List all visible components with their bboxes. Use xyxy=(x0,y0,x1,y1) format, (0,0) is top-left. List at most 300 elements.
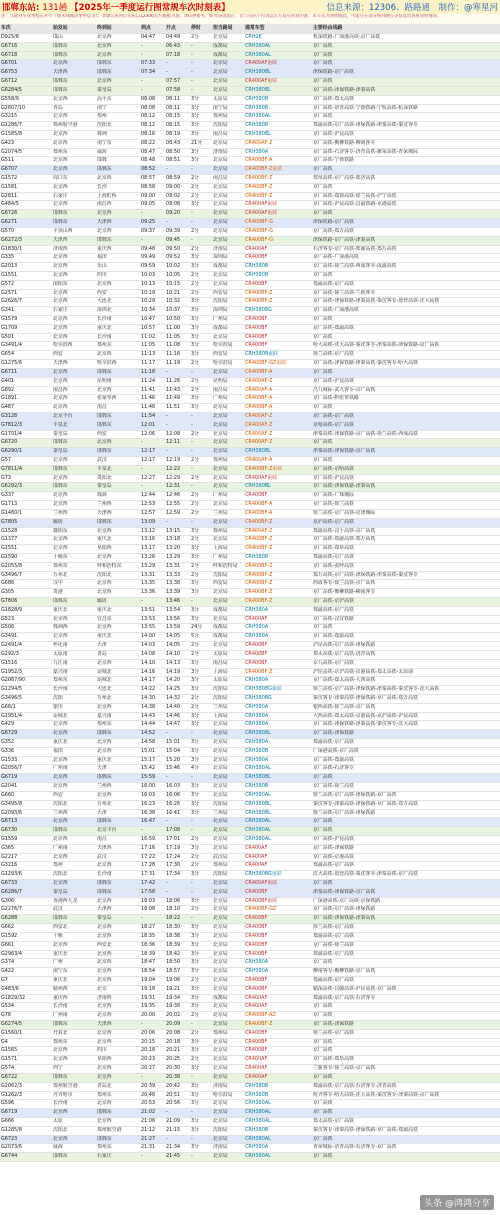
arrival-time: 19:04 xyxy=(140,976,165,985)
arrival-time: 12:53 xyxy=(140,501,165,510)
train-number: G1829/32 xyxy=(0,994,52,1003)
stop-duration: 2分 xyxy=(190,509,212,518)
route-lines: 京广高铁-徐兰高铁 xyxy=(312,501,500,510)
notice-text: 注：立即分车次单程日开行（周末线或淡季停运等）；②建议查询后实际以12306官方数据为准；③仅供参考，如有误请指正，若与实际不符请以官方发布时刻为准；本车次为途经线次，可能存在部分终到晚点等信息请查看说明情况。 xyxy=(0,14,500,24)
stop-duration: 3分 xyxy=(190,721,212,730)
arrival-time: 04:47 xyxy=(140,34,165,43)
route-lines: 京广高铁-黔张常铁路 xyxy=(312,395,500,404)
operating-bureau: 北京局 xyxy=(212,1117,244,1126)
departure-time: - xyxy=(165,880,190,889)
terminal-station: 北京西 xyxy=(96,351,140,360)
origin-station: 北京西 xyxy=(52,492,96,501)
operating-bureau: 北京局 xyxy=(212,483,244,492)
train-number: G6718 xyxy=(0,51,52,60)
operating-bureau: 北京局 xyxy=(212,589,244,598)
route-lines: 京广高铁 xyxy=(312,818,500,827)
stop-duration: 2分 xyxy=(190,1012,212,1021)
train-model: CRH380A xyxy=(244,712,312,721)
terminal-station: 邯郸 xyxy=(96,157,140,166)
origin-station: 开封北 xyxy=(52,1029,96,1038)
stop-duration: 2分 xyxy=(190,562,212,571)
terminal-station: 北京西 xyxy=(96,624,140,633)
train-model: CR400BF-Z xyxy=(244,298,312,307)
departure-time: 20:42 xyxy=(165,1082,190,1091)
table-row xyxy=(0,271,500,280)
stop-duration: 3分 xyxy=(190,113,212,122)
stop-duration: 4分 xyxy=(190,765,212,774)
departure-time: 17:01 xyxy=(165,835,190,844)
stop-duration: 3分 xyxy=(190,756,212,765)
departure-time: 20:08 xyxy=(165,1029,190,1038)
terminal-station: 株洲 xyxy=(96,130,140,139)
train-number: G1709 xyxy=(0,324,52,333)
route-lines: 京沪高铁-京广高铁 xyxy=(312,518,500,527)
train-number: G523 xyxy=(0,615,52,624)
route-lines: 郑渝高铁-京广高铁-石济客专 xyxy=(312,994,500,1003)
stop-duration: 3分 xyxy=(190,553,212,562)
train-number: G574 xyxy=(0,1065,52,1074)
arrival-time: 15:01 xyxy=(140,747,165,756)
train-model: CR400BF-GZ xyxy=(244,906,312,915)
terminal-station: 廊坊 xyxy=(96,598,140,607)
operating-bureau: 北京局 xyxy=(212,1065,244,1074)
departure-time: 10:15 xyxy=(165,280,190,289)
route-lines: 京广高铁-沪昆高铁 xyxy=(312,835,500,844)
operating-bureau: 西安局 xyxy=(212,580,244,589)
terminal-station: 沈阳北 xyxy=(96,122,140,131)
stop-duration: - xyxy=(190,1153,212,1162)
train-model: CR400BF-Z xyxy=(244,518,312,527)
operating-bureau: 北京局 xyxy=(212,412,244,421)
train-number: G1285/8 xyxy=(0,1126,52,1135)
operating-bureau: 济南局 xyxy=(212,148,244,157)
arrival-time: 10:13 xyxy=(140,280,165,289)
stop-duration: - xyxy=(190,915,212,924)
departure-time: 12:29 xyxy=(165,474,190,483)
stop-duration: 3分 xyxy=(190,924,212,933)
terminal-station: 邯郸东 xyxy=(96,368,140,377)
route-lines: 京广高铁-郑渝高铁 xyxy=(312,756,500,765)
origin-station: 长沙南 xyxy=(52,1003,96,1012)
route-lines: 京广高铁-宁蓉铁路 xyxy=(312,157,500,166)
terminal-station: 四川 xyxy=(96,1047,140,1056)
origin-station: 郑州东 xyxy=(52,1038,96,1047)
departure-time: 11:49 xyxy=(165,395,190,404)
origin-station: 秦皇岛 xyxy=(52,430,96,439)
train-number: G1590 xyxy=(0,553,52,562)
stop-duration: 3分 xyxy=(190,1091,212,1100)
train-model: CR400BF-Z xyxy=(244,668,312,677)
stop-duration: - xyxy=(190,51,212,60)
table-row xyxy=(0,1073,500,1082)
train-model: CR400BF xyxy=(244,941,312,950)
route-lines: 郑渝高铁-京广高铁 xyxy=(312,976,500,985)
departure-time: 21:15 xyxy=(165,1126,190,1135)
table-row xyxy=(0,1100,500,1109)
table-row xyxy=(0,827,500,836)
operating-bureau: 北京局 xyxy=(212,598,244,607)
operating-bureau: 广州局 xyxy=(212,395,244,404)
origin-station: 邯郸东 xyxy=(52,51,96,60)
terminal-station: 呼和浩特东 xyxy=(96,562,140,571)
column-header: 担当路局 xyxy=(212,24,244,34)
stop-duration: 2分 xyxy=(190,430,212,439)
route-lines: 徐兰高铁-京广高铁 xyxy=(312,351,500,360)
origin-station: 沈阳北 xyxy=(52,1126,96,1135)
stop-duration: 2分 xyxy=(190,280,212,289)
origin-station: 南阳东 xyxy=(52,280,96,289)
route-lines: 郑太高铁-京广高铁 xyxy=(312,1117,500,1126)
terminal-station: 大连北 xyxy=(96,686,140,695)
origin-station: 九江南 xyxy=(52,659,96,668)
operating-bureau: 北京局 xyxy=(212,192,244,201)
table-row xyxy=(0,959,500,968)
departure-time: 18:22 xyxy=(165,915,190,924)
departure-time: 13:29 xyxy=(165,553,190,562)
terminal-station: 嘉兴南 xyxy=(96,712,140,721)
origin-station: 邯郸东 xyxy=(52,483,96,492)
departure-time: 15:46 xyxy=(165,765,190,774)
stop-duration: 2分 xyxy=(190,694,212,703)
arrival-time: 17:31 xyxy=(140,871,165,880)
origin-station: 北京西 xyxy=(52,853,96,862)
train-model: CR400BF xyxy=(244,915,312,924)
origin-station: 北京西 xyxy=(52,1056,96,1065)
departure-time: 18:06 xyxy=(165,897,190,906)
departure-time: 10:05 xyxy=(165,271,190,280)
train-number: G1565 xyxy=(0,1047,52,1056)
departure-time: 21:34 xyxy=(165,1144,190,1153)
origin-station: 北京西 xyxy=(52,368,96,377)
table-row xyxy=(0,333,500,342)
operating-bureau: 北京局 xyxy=(212,906,244,915)
train-model: CR400BF-Z xyxy=(244,536,312,545)
arrival-time: 16:23 xyxy=(140,800,165,809)
origin-station: 平泉北 xyxy=(52,421,96,430)
departure-time: 08:11 xyxy=(165,104,190,113)
train-number: G1286/7 xyxy=(0,122,52,131)
operating-bureau: 北京局 xyxy=(212,78,244,87)
origin-station: 北京西 xyxy=(52,501,96,510)
table-row xyxy=(0,430,500,439)
origin-station: 北京丰台 xyxy=(52,412,96,421)
arrival-time: - xyxy=(140,1153,165,1162)
departure-time: 12:22 xyxy=(165,465,190,474)
arrival-time: 07:33 xyxy=(140,60,165,69)
departure-time: 04:49 xyxy=(165,34,190,43)
train-number: G596 xyxy=(0,1100,52,1109)
origin-station: 北京西 xyxy=(52,113,96,122)
table-row xyxy=(0,774,500,783)
stop-duration: 3分 xyxy=(190,122,212,131)
train-number: G335 xyxy=(0,254,52,263)
table-row xyxy=(0,580,500,589)
train-model: CRH380AL xyxy=(244,1109,312,1118)
departure-time: 09:20 xyxy=(165,210,190,219)
arrival-time: 08:52 xyxy=(140,166,165,175)
terminal-station: 北京西 xyxy=(96,1073,140,1082)
departure-time: 09:00 xyxy=(165,183,190,192)
table-row xyxy=(0,686,500,695)
origin-station: 秦皇岛 xyxy=(52,888,96,897)
origin-station: 邯郸东 xyxy=(52,78,96,87)
terminal-station: 郑州 xyxy=(96,113,140,122)
arrival-time: 09:00 xyxy=(140,192,165,201)
operating-bureau: 成都局 xyxy=(212,624,244,633)
train-model: CRH380AL xyxy=(244,1100,312,1109)
train-number: G2276/7 xyxy=(0,906,52,915)
arrival-time: 08:48 xyxy=(140,157,165,166)
route-lines: 京广高铁 xyxy=(312,1047,500,1056)
table-row xyxy=(0,941,500,950)
arrival-time: 20:27 xyxy=(140,1065,165,1074)
stop-duration: - xyxy=(190,465,212,474)
stop-duration: 3分 xyxy=(190,157,212,166)
stop-duration: 3分 xyxy=(190,1047,212,1056)
route-lines: 郑渝高铁-京广高铁 xyxy=(312,932,500,941)
train-model: CR400BF xyxy=(244,888,312,897)
train-model: CR400AF xyxy=(244,615,312,624)
route-lines: 哈大高铁-沈大高铁-秦沈客专-津秦高铁-津保铁路-京广高铁 xyxy=(312,342,500,351)
operating-bureau: 西安局 xyxy=(212,351,244,360)
departure-time: 18:10 xyxy=(165,906,190,915)
train-number: G654 xyxy=(0,351,52,360)
operating-bureau: 北京局 xyxy=(212,1012,244,1021)
departure-time: 14:05 xyxy=(165,633,190,642)
origin-station: 重庆西 xyxy=(52,994,96,1003)
train-model: CR400BF-A xyxy=(244,157,312,166)
arrival-time: 08:08 xyxy=(140,104,165,113)
arrival-time: 08:58 xyxy=(140,183,165,192)
operating-bureau: 北京局 xyxy=(212,959,244,968)
arrival-time: 11:17 xyxy=(140,360,165,369)
stop-duration: 3分 xyxy=(190,1065,212,1074)
arrival-time: 16:38 xyxy=(140,809,165,818)
departure-time: 06:43 xyxy=(165,42,190,51)
route-lines: 沈大高铁-盘营高铁-秦沈客专-津秦高铁-京广高铁 xyxy=(312,871,500,880)
train-number: G2571 xyxy=(0,289,52,298)
operating-bureau: 成都局 xyxy=(212,606,244,615)
terminal-station: 北京西 xyxy=(96,527,140,536)
train-model: CR400AF-Z xyxy=(244,421,312,430)
table-row xyxy=(0,809,500,818)
table-row xyxy=(0,1003,500,1012)
origin-station: 秦皇岛 xyxy=(52,448,96,457)
origin-station: 嘉兴南 xyxy=(52,668,96,677)
train-model: CR400AF xyxy=(244,245,312,254)
table-row xyxy=(0,307,500,316)
arrival-time: 17:22 xyxy=(140,853,165,862)
train-model: CR400AF xyxy=(244,844,312,853)
stop-duration: 3分 xyxy=(190,950,212,959)
train-number: G423 xyxy=(0,139,52,148)
operating-bureau: 北京局 xyxy=(212,1021,244,1030)
terminal-station: 北京西 xyxy=(96,932,140,941)
origin-station: 北京西 xyxy=(52,395,96,404)
table-row xyxy=(0,78,500,87)
departure-time: 11:05 xyxy=(165,333,190,342)
train-number: G2963/4 xyxy=(0,950,52,959)
table-row xyxy=(0,650,500,659)
departure-time: 12:59 xyxy=(165,509,190,518)
train-model: CRH2E xyxy=(244,34,312,43)
origin-station: 北京西 xyxy=(52,783,96,792)
train-number: G6272/3 xyxy=(0,236,52,245)
operating-bureau: 成都局 xyxy=(212,633,244,642)
arrival-time: - xyxy=(140,915,165,924)
origin-station: 郑州东 xyxy=(52,148,96,157)
departure-time: 14:46 xyxy=(165,712,190,721)
table-row xyxy=(0,166,500,175)
terminal-station: 北京西 xyxy=(96,897,140,906)
operating-bureau: 沈阳局 xyxy=(212,871,244,880)
table-row xyxy=(0,130,500,139)
terminal-station: 北京西 xyxy=(96,51,140,60)
arrival-time: 09:37 xyxy=(140,227,165,236)
table-row xyxy=(0,1153,500,1162)
departure-time: 10:32 xyxy=(165,298,190,307)
table-row xyxy=(0,880,500,889)
origin-station: 郑州航空港 xyxy=(52,122,96,131)
departure-time: 20:02 xyxy=(165,1012,190,1021)
stop-duration: - xyxy=(190,1073,212,1082)
stop-duration: 3分 xyxy=(190,968,212,977)
train-number: G6719 xyxy=(0,774,52,783)
arrival-time: - xyxy=(140,827,165,836)
table-row xyxy=(0,210,500,219)
departure-time: - xyxy=(165,888,190,897)
departure-time: 10:50 xyxy=(165,316,190,325)
terminal-station: 北京西 xyxy=(96,1029,140,1038)
terminal-station: 北京西 xyxy=(96,1117,140,1126)
terminal-station: 威海 xyxy=(96,148,140,157)
train-model: CRH380A xyxy=(244,959,312,968)
table-row xyxy=(0,95,500,104)
arrival-time: 11:13 xyxy=(140,351,165,360)
operating-bureau: 太原局 xyxy=(212,650,244,659)
operating-bureau: 广州局 xyxy=(212,316,244,325)
arrival-time: - xyxy=(140,598,165,607)
route-lines: 京九高铁-京广高铁 xyxy=(312,659,500,668)
table-row xyxy=(0,932,500,941)
arrival-time: 08:12 xyxy=(140,122,165,131)
train-number: G7806 xyxy=(0,598,52,607)
train-model: CR400BF-Z xyxy=(244,192,312,201)
route-lines: 京广高铁-张呼高铁 xyxy=(312,562,500,571)
stop-duration: 3分 xyxy=(190,324,212,333)
origin-station: 北京西 xyxy=(52,756,96,765)
operating-bureau: 北京局 xyxy=(212,439,244,448)
operating-bureau: 北京局 xyxy=(212,501,244,510)
train-model: CRH380BL xyxy=(244,130,312,139)
arrival-time: 11:24 xyxy=(140,377,165,386)
origin-station: 兰州西 xyxy=(52,809,96,818)
departure-time: 16:26 xyxy=(165,800,190,809)
arrival-time: 09:25 xyxy=(140,219,165,228)
departure-time: 20:51 xyxy=(165,1091,190,1100)
terminal-station: 深圳北 xyxy=(96,307,140,316)
terminal-station: 北京西 xyxy=(96,553,140,562)
train-model: CR400BF xyxy=(244,280,312,289)
stop-duration: - xyxy=(190,412,212,421)
departure-time: 14:32 xyxy=(165,694,190,703)
departure-time: 20:09 xyxy=(165,1021,190,1030)
departure-time: 14:25 xyxy=(165,686,190,695)
stop-duration: - xyxy=(190,518,212,527)
terminal-station: 北京西 xyxy=(96,227,140,236)
column-header: 开点 xyxy=(165,24,190,34)
origin-station: 郑州东 xyxy=(52,562,96,571)
departure-time: 11:16 xyxy=(165,351,190,360)
terminal-station: 天津 xyxy=(96,642,140,651)
origin-station: 广州南 xyxy=(52,844,96,853)
origin-station: 邯郸东 xyxy=(52,465,96,474)
terminal-station: 万州北 xyxy=(96,800,140,809)
terminal-station: 南昌 xyxy=(96,835,140,844)
operating-bureau: 北京局 xyxy=(212,783,244,792)
train-number: G501 xyxy=(0,333,52,342)
origin-station: 北京西 xyxy=(52,333,96,342)
terminal-station: 高平东 xyxy=(96,95,140,104)
terminal-station: 重庆西 xyxy=(96,245,140,254)
terminal-station: 北京西 xyxy=(96,78,140,87)
train-model: CR400BF-G xyxy=(244,236,312,245)
train-number: G1891 xyxy=(0,395,52,404)
stop-duration: 3分 xyxy=(190,809,212,818)
table-row xyxy=(0,1021,500,1030)
train-model: CR400BF-G xyxy=(244,227,312,236)
stop-duration: - xyxy=(190,448,212,457)
train-number: G1559 xyxy=(0,835,52,844)
stop-duration: 2分 xyxy=(190,192,212,201)
route-lines: 京广高铁 xyxy=(312,1012,500,1021)
route-lines: 京广高铁-郑阜高铁 xyxy=(312,545,500,554)
stop-duration: 3分 xyxy=(190,1082,212,1091)
departure-time: - xyxy=(165,448,190,457)
arrival-time: 15:59 xyxy=(140,774,165,783)
arrival-time: 09:49 xyxy=(140,254,165,263)
stop-duration: 2分 xyxy=(190,377,212,386)
departure-time: 08:19 xyxy=(165,130,190,139)
origin-station: 北京西 xyxy=(52,201,96,210)
terminal-station: 珠海 xyxy=(96,492,140,501)
departure-time: 20:25 xyxy=(165,1056,190,1065)
route-lines: 秦沈客专-津秦高铁-津保铁路-京广高铁-郑万高铁 xyxy=(312,694,500,703)
terminal-station: 天津西 xyxy=(96,844,140,853)
terminal-station: 郑州东 xyxy=(96,721,140,730)
terminal-station: 邯郸东 xyxy=(96,412,140,421)
train-model: CR400BF xyxy=(244,316,312,325)
arrival-time: 11:41 xyxy=(140,386,165,395)
origin-station: 兰州西 xyxy=(52,509,96,518)
route-lines: 京广高铁 xyxy=(312,1038,500,1047)
route-lines: 京广高铁 xyxy=(312,183,500,192)
route-lines: 银西高铁-徐兰高铁-京广高铁 xyxy=(312,703,500,712)
origin-station: 北京西 xyxy=(52,545,96,554)
stop-duration: 2分 xyxy=(190,34,212,43)
train-model: CR400AF xyxy=(244,994,312,1003)
column-header: 终到站 xyxy=(96,24,140,34)
terminal-station: 邯郸东 xyxy=(96,421,140,430)
origin-station: 邯郸东 xyxy=(52,1021,96,1030)
departure-time: 20:21 xyxy=(165,1047,190,1056)
origin-station: 重庆北 xyxy=(52,739,96,748)
route-lines: 京广高铁-津保铁路-津秦高铁-秦沈客专-盘营高铁-沈大高铁 xyxy=(312,298,500,307)
arrival-time: 10:29 xyxy=(140,298,165,307)
stop-duration: 2分 xyxy=(190,501,212,510)
arrival-time: 08:16 xyxy=(140,130,165,139)
train-number: G892 xyxy=(0,386,52,395)
